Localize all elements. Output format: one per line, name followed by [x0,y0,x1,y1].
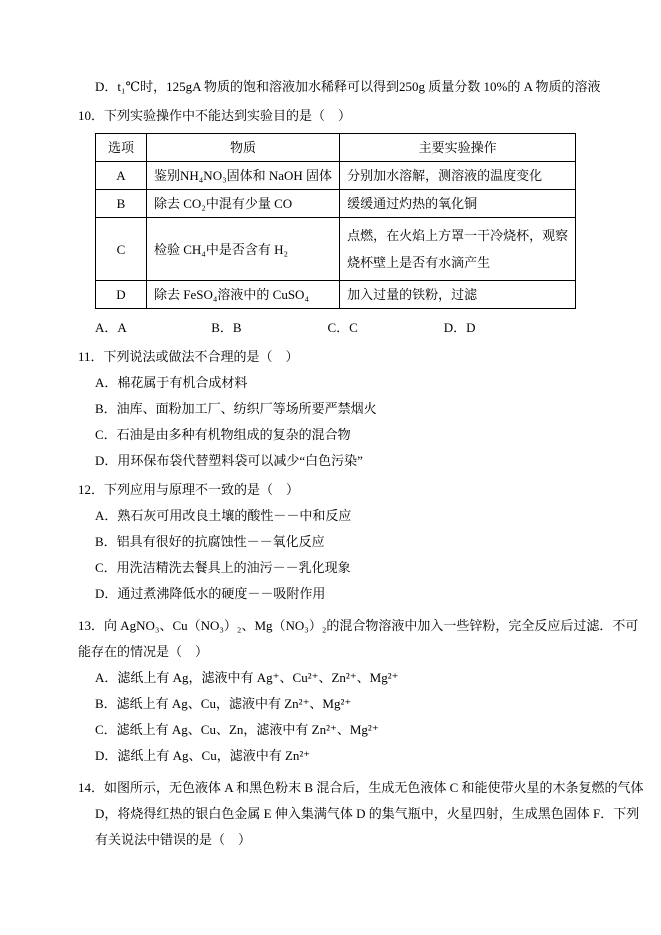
question-13-option-b: B．滤纸上有 Ag、Cu，滤液中有 Zn²⁺、Mg²⁺ [95,696,352,711]
question-14-stem-line-1: 14．如图所示，无色液体 A 和黑色粉末 B 混合后，生成无色液体 C 和能使带火星的木条复燃的气体 [78,780,644,795]
cell-substance-d: 除去 FeSO₄溶液中的 CuSO₄ [147,281,340,309]
table-row-b [96,190,576,218]
question-10-stem: 10．下列实验操作中不能达到实验目的是（ ） [78,108,352,123]
question-12-option-b: B．铝具有很好的抗腐蚀性－－氧化反应 [95,534,325,549]
cell-operation-b: 缓缓通过灼热的氧化铜 [340,190,576,218]
question-12 [78,477,643,607]
cell-substance-a: 鉴别NH₄NO₃固体和 NaOH 固体 [147,162,340,190]
prev-question-option-d: D．t₁℃时，125gA 物质的饱和溶液加水稀释可以得到250g 质量分数 10%的 A 物质的溶液 [95,79,601,94]
question-12-option-c: C．用洗洁精洗去餐具上的油污－－乳化现象 [95,560,351,575]
question-11-option-b: B．油库、面粉加工厂、纺织厂等场所要严禁烟火 [95,401,377,416]
table-header-row [96,134,576,162]
question-13-option-c: C．滤纸上有 Ag、Cu、Zn，滤液中有 Zn²⁺、Mg²⁺ [95,722,379,737]
header-operation: 主要实验操作 [340,134,576,162]
question-13-option-a: A．滤纸上有 Ag，滤液中有 Ag⁺、Cu²⁺、Zn²⁺、Mg²⁺ [95,670,399,685]
cell-substance-b: 除去 CO₂中混有少量 CO [147,190,340,218]
choice-b: B．B [211,320,242,335]
header-option: 选项 [96,134,147,162]
cell-option-a: A [96,162,147,190]
cell-operation-c [340,218,576,281]
header-substance: 物质 [147,134,340,162]
question-12-option-d: D．通过煮沸降低水的硬度－－吸附作用 [95,586,326,601]
table-row-d [96,281,576,309]
question-14 [78,775,643,853]
choice-c: C．C [327,320,358,335]
cell-option-d: D [96,281,147,309]
question-11-option-a: A．棉花属于有机合成材料 [95,375,248,390]
choice-a: A．A [95,320,127,335]
question-13-option-d: D．滤纸上有 Ag、Cu，滤液中有 Zn²⁺ [95,748,311,763]
question-13 [78,613,643,769]
question-11-stem: 11．下列说法或做法不合理的是（ ） [78,349,299,364]
table-row-a [96,162,576,190]
question-11-option-c: C．石油是由多种有机物组成的复杂的混合物 [95,427,351,442]
question-12-stem: 12．下列应用与原理不一致的是（ ） [78,482,300,497]
question-12-option-a: A．熟石灰可用改良土壤的酸性－－中和反应 [95,508,352,523]
question-13-stem-line-2: 能存在的情况是（ ） [78,644,209,659]
cell-option-c: C [96,218,147,281]
choice-d: D．D [443,320,476,335]
question-13-stem-line-1: 13．向 AgNO₃、Cu（NO₃）₂、Mg（NO₃）₂的混合物溶液中加入一些锌粉，完全反应后过滤．不可 [78,618,639,633]
question-11 [78,344,643,474]
question-11-option-d: D．用环保布袋代替塑料袋可以减少“白色污染” [95,453,363,468]
cell-substance-c: 检验 CH₄中是否含有 H₂ [147,218,340,281]
cell-operation-a: 分别加水溶解，测溶液的温度变化 [340,162,576,190]
cell-operation-d: 加入过量的铁粉，过滤 [340,281,576,309]
cell-option-b: B [96,190,147,218]
table-row-c [96,218,576,281]
question-10 [78,103,643,341]
question-14-stem-line-2: D，将烧得红热的银白色金属 E 伸入集满气体 D 的集气瓶中，火星四射，生成黑色固体 F．下列 [95,806,640,821]
operation-line-1: 点燃，在火焰上方罩一干冷烧杯，观察 [347,228,569,243]
question-14-stem-line-3: 有关说法中错误的是（ ） [95,832,252,847]
question-10-choices [95,315,643,341]
question-10-table [95,133,576,309]
operation-line-2: 烧杯壁上是否有水滴产生 [347,255,491,270]
